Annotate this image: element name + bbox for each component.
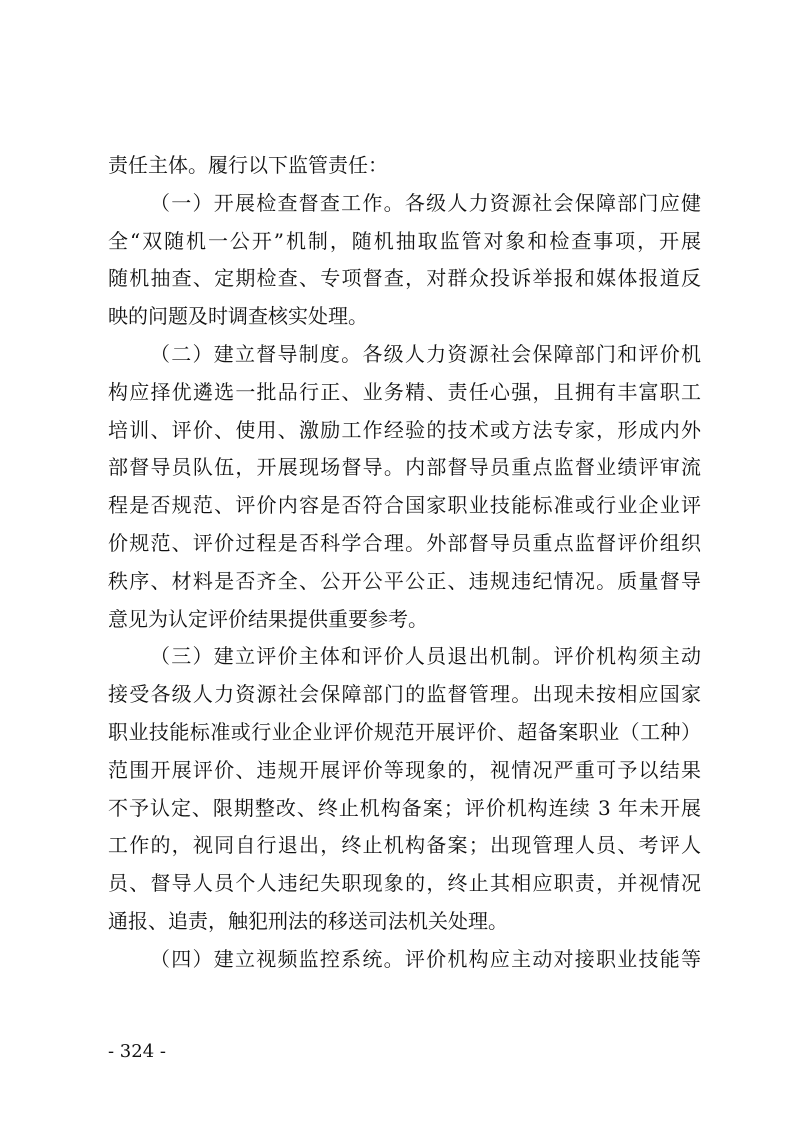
- text-line: 映的问题及时调查核实处理。: [108, 304, 368, 329]
- text-line: 工作的，视同自行退出，终止机构备案；出现管理人员、考评人: [108, 833, 701, 858]
- text-line: 构应择优遴选一批品行正、业务精、责任心强，且拥有丰富职工: [108, 379, 701, 404]
- text-line: 不予认定、限期整改、终止机构备案；评价机构连续 3 年未开展: [108, 795, 701, 820]
- text-line: 接受各级人力资源社会保障部门的监督管理。出现未按相应国家: [108, 682, 701, 707]
- text-line: 随机抽查、定期检查、专项督查，对群众投诉举报和媒体报道反: [108, 266, 701, 291]
- body-text: [108, 147, 701, 979]
- text-line: 培训、评价、使用、激励工作经验的技术或方法专家，形成内外: [108, 417, 701, 442]
- text-line: 责任主体。履行以下监管责任：: [108, 153, 388, 177]
- text-line: 通报、追责，触犯刑法的移送司法机关处理。: [108, 908, 508, 933]
- text-line: 程是否规范、评价内容是否符合国家职业技能标准或行业企业评: [108, 493, 701, 518]
- page-number: - 324 -: [108, 1041, 166, 1062]
- paragraph-2-heading-line: （二）建立督导制度。各级人力资源社会保障部门和评价机: [150, 341, 701, 366]
- text-line: 部督导员队伍，开展现场督导。内部督导员重点监督业绩评审流: [108, 455, 701, 480]
- text-line: 全“双随机一公开”机制，随机抽取监管对象和检查事项，开展: [108, 228, 701, 253]
- text-line: 职业技能标准或行业企业评价规范开展评价、超备案职业（工种）: [108, 719, 701, 744]
- paragraph-3-heading-line: （三）建立评价主体和评价人员退出机制。评价机构须主动: [150, 644, 701, 669]
- text-line: 范围开展评价、违规开展评价等现象的，视情况严重可予以结果: [108, 757, 701, 782]
- text-line: 员、督导人员个人违纪失职现象的，终止其相应职责，并视情况: [108, 871, 701, 896]
- text-line: 秩序、材料是否齐全、公开公平公正、违规违纪情况。质量督导: [108, 568, 701, 593]
- text-line: 意见为认定评价结果提供重要参考。: [108, 606, 428, 631]
- text-line: 价规范、评价过程是否科学合理。外部督导员重点监督评价组织: [108, 530, 701, 555]
- paragraph-4-heading-line: （四）建立视频监控系统。评价机构应主动对接职业技能等: [150, 946, 701, 971]
- paragraph-1-heading-line: （一）开展检查督查工作。各级人力资源社会保障部门应健: [150, 190, 701, 215]
